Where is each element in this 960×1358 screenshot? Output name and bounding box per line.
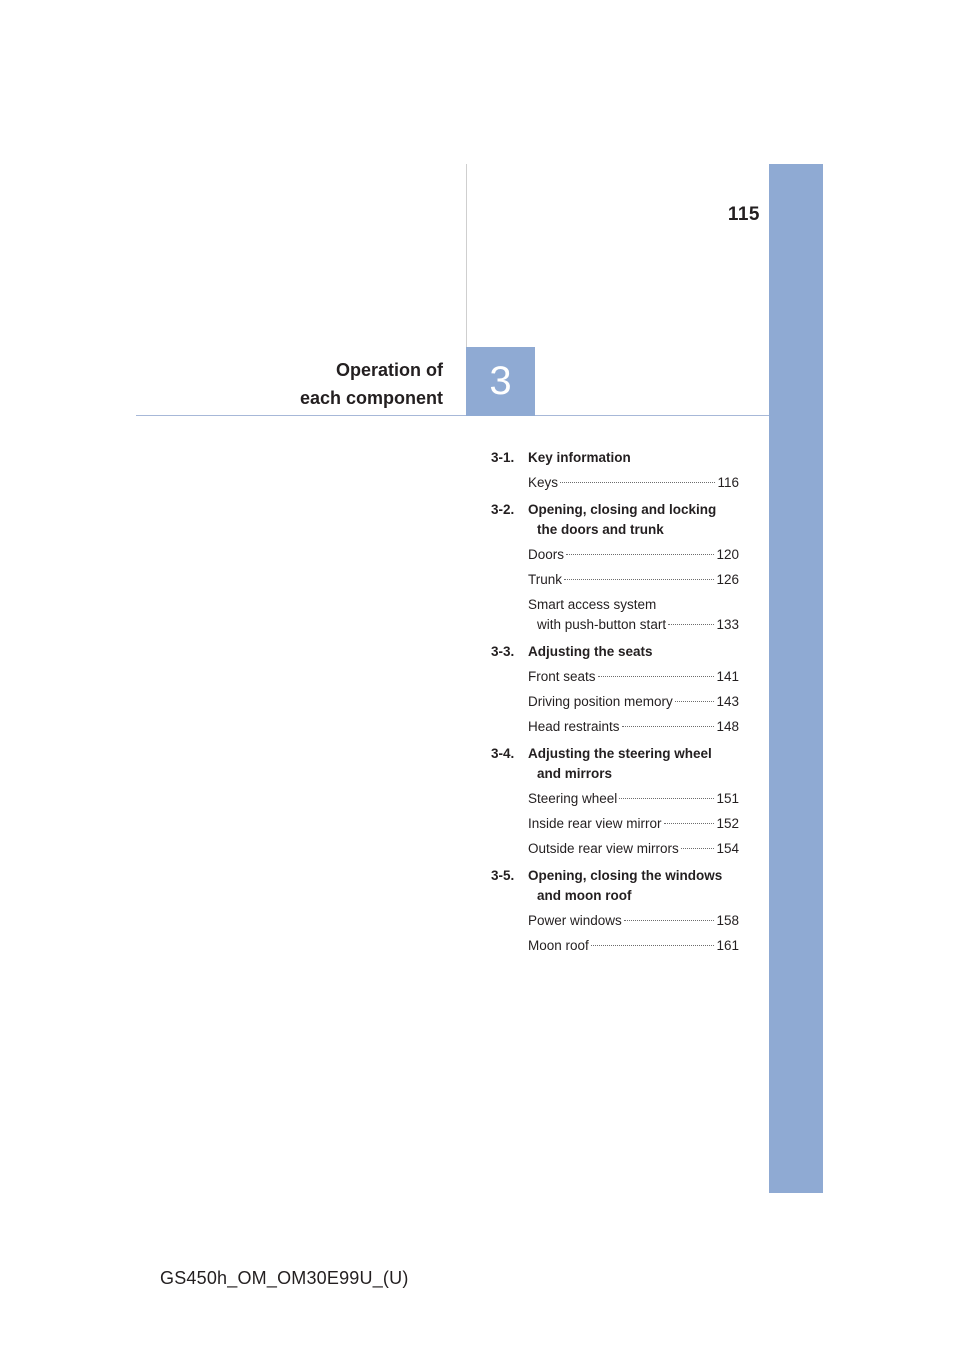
toc-entry[interactable] [528, 545, 739, 565]
toc-entry-page: 152 [716, 816, 739, 831]
toc-entry[interactable] [528, 789, 739, 809]
toc-section [491, 448, 739, 493]
dot-leader [564, 579, 714, 580]
dot-leader [681, 848, 715, 849]
toc-entry[interactable] [528, 717, 739, 737]
chapter-title-line2: each component [299, 388, 443, 408]
document-code-footer: GS450h_OM_OM30E99U_(U) [160, 1268, 409, 1288]
toc-entry-page: 141 [716, 669, 739, 684]
toc-section-number: 3-5. [491, 868, 515, 883]
toc-entry-label: Doors [528, 547, 565, 562]
toc-section [491, 866, 739, 956]
chapter-number-box: 3 [466, 347, 535, 416]
toc-entry[interactable] [528, 814, 739, 834]
toc-entry-label: Inside rear view mirror [528, 816, 662, 831]
toc-section-title-line: Opening, closing and locking [528, 502, 717, 517]
dot-leader [622, 726, 715, 727]
toc-entry-page: 148 [716, 719, 739, 734]
toc-entry-label: with push-button start [537, 617, 667, 632]
toc-section-title-line: Key information [528, 450, 631, 465]
toc-entry-page: 158 [716, 913, 739, 928]
toc-section [491, 744, 739, 859]
toc-entry-label: Trunk [528, 572, 563, 587]
toc-section-title [528, 500, 739, 540]
toc-entry[interactable] [528, 595, 739, 635]
toc-entry-label: Head restraints [528, 719, 620, 734]
toc-section-heading[interactable] [491, 448, 739, 468]
dot-leader [675, 701, 715, 702]
dot-leader [566, 554, 714, 555]
toc-section-title [528, 642, 739, 662]
toc-entry[interactable] [528, 570, 739, 590]
dot-leader [668, 624, 714, 625]
toc-section-title-line: the doors and trunk [537, 522, 664, 537]
toc-section-title-line: Adjusting the seats [528, 644, 653, 659]
toc-entry-label: Steering wheel [528, 791, 618, 806]
toc-entry[interactable] [528, 839, 739, 859]
toc-entry-label: Power windows [528, 913, 622, 928]
toc-entry-page: 133 [716, 617, 739, 632]
toc-section [491, 500, 739, 635]
dot-leader [560, 482, 715, 483]
dot-leader [619, 798, 714, 799]
chapter-side-tab [769, 164, 823, 1193]
toc-entry[interactable] [528, 667, 739, 687]
toc-entry-label: Front seats [528, 669, 596, 684]
toc-entry[interactable] [528, 692, 739, 712]
chapter-title [250, 356, 443, 412]
toc-entry-page: 116 [717, 475, 739, 490]
horizontal-divider [136, 415, 769, 416]
toc-entry-page: 151 [716, 791, 739, 806]
toc-section-title-line: Opening, closing the windows [528, 868, 723, 883]
toc-section-title-line: Adjusting the steering wheel [528, 746, 712, 761]
page-number: 115 [727, 204, 760, 225]
toc-entry-label: Keys [528, 475, 559, 490]
toc-section-heading[interactable] [491, 500, 739, 540]
toc-entry-label: Driving position memory [528, 694, 673, 709]
toc-section-number: 3-4. [491, 746, 515, 761]
toc-section-title [528, 866, 739, 906]
dot-leader [624, 920, 715, 921]
toc-section-title [528, 448, 739, 468]
dot-leader [591, 945, 715, 946]
toc-entry[interactable] [528, 936, 739, 956]
toc-entry-page: 126 [716, 572, 739, 587]
toc-entry-label: Moon roof [528, 938, 589, 953]
toc-entry-page: 143 [716, 694, 739, 709]
toc-entry[interactable] [528, 473, 739, 493]
toc-section-number: 3-3. [491, 644, 515, 659]
toc-entry-page: 161 [716, 938, 739, 953]
dot-leader [664, 823, 715, 824]
toc-entry-label-line1: Smart access system [528, 597, 657, 612]
toc-section-number: 3-2. [491, 502, 515, 517]
toc-entry-page: 120 [716, 547, 739, 562]
chapter-title-line1: Operation of [336, 360, 443, 380]
vertical-divider [466, 164, 467, 348]
toc-entry-page: 154 [716, 841, 739, 856]
toc-section-heading[interactable] [491, 642, 739, 662]
toc-section-number: 3-1. [491, 450, 515, 465]
toc-section-title-line: and moon roof [537, 888, 632, 903]
toc-section-heading[interactable] [491, 744, 739, 784]
toc-entry[interactable] [528, 911, 739, 931]
toc-section-title [528, 744, 739, 784]
toc-section-heading[interactable] [491, 866, 739, 906]
dot-leader [598, 676, 715, 677]
toc-entry-label: Outside rear view mirrors [528, 841, 679, 856]
toc-section [491, 642, 739, 737]
table-of-contents [491, 448, 739, 963]
toc-section-title-line: and mirrors [537, 766, 613, 781]
